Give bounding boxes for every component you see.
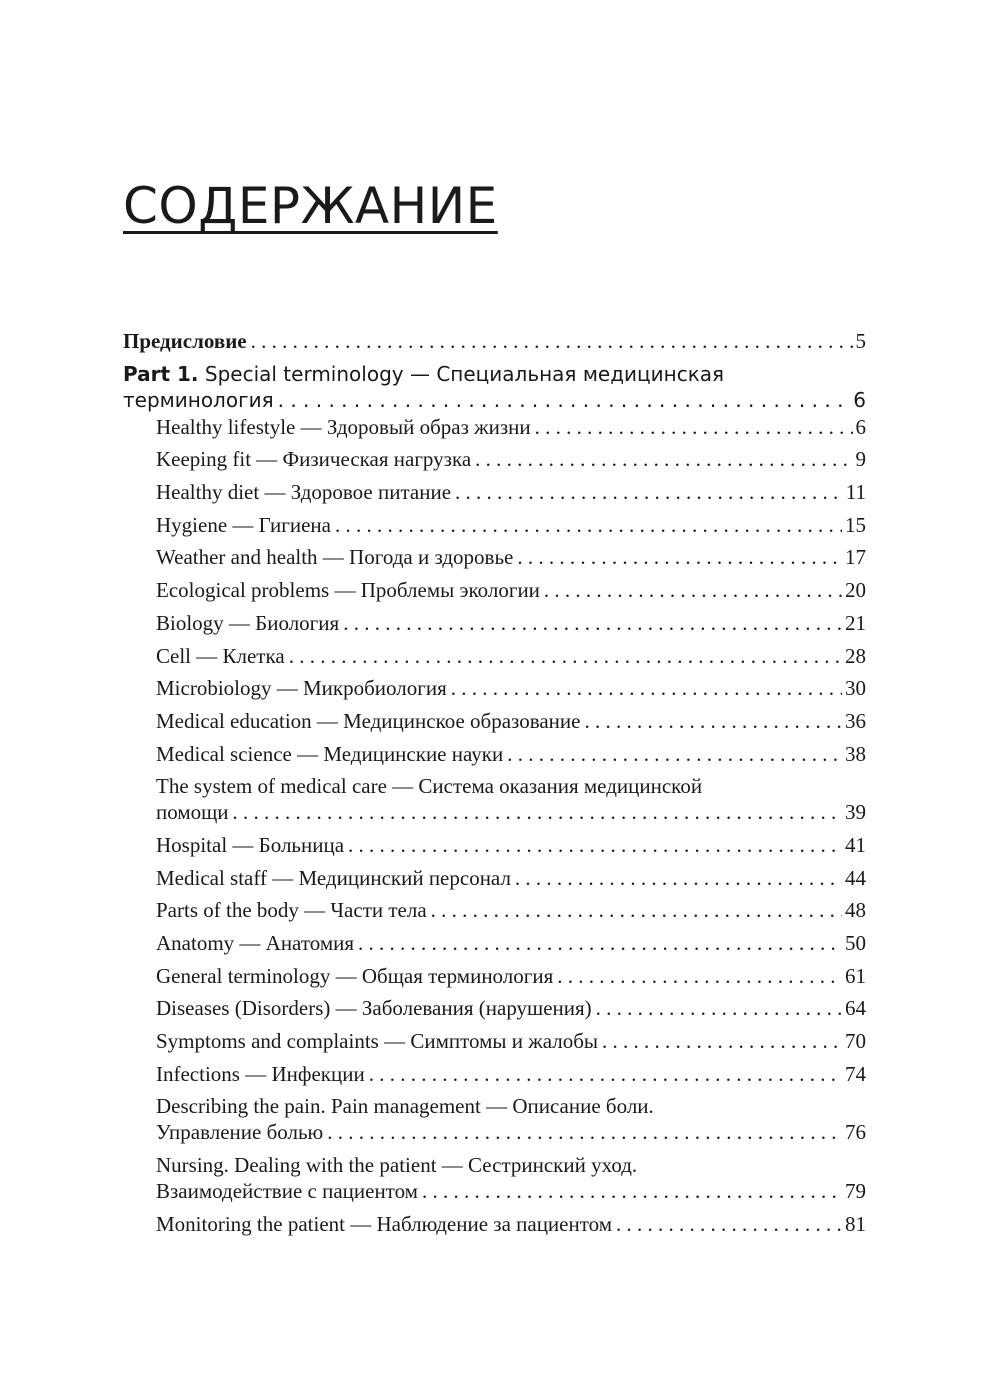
toc-entry[interactable]: [123, 675, 866, 701]
toc-entry-page: 6: [853, 387, 866, 412]
toc-entry[interactable]: [123, 930, 866, 956]
dot-leader: [557, 963, 842, 989]
toc-entry[interactable]: [123, 1028, 866, 1054]
toc-entry[interactable]: [123, 832, 866, 858]
toc-entry[interactable]: [123, 741, 866, 767]
dot-leader: [233, 799, 842, 825]
toc-entry-label: Weather and health — Погода и здоровье: [156, 545, 514, 570]
dot-leader: [616, 1211, 842, 1237]
dot-leader: [278, 387, 851, 413]
dot-leader: [327, 1119, 842, 1145]
toc-entry-label-continued: терминология: [123, 387, 274, 412]
dot-leader: [475, 446, 852, 472]
toc-entry-label: Healthy lifestyle — Здоровый образ жизни: [156, 414, 531, 439]
toc-entry-label: Diseases (Disorders) — Заболевания (нарушения): [156, 996, 592, 1021]
toc-entry-page: 28: [845, 643, 866, 668]
toc-entry-label: Medical science — Медицинские науки: [156, 741, 504, 766]
dot-leader: [602, 1028, 842, 1054]
toc-entry-page: 50: [845, 931, 866, 955]
dot-leader: [596, 995, 842, 1021]
toc-entry-label: Hospital — Больница: [156, 832, 345, 857]
toc-entry-page: 21: [845, 610, 866, 635]
dot-leader: [335, 512, 842, 538]
toc-entry-label: Symptoms and complaints — Симптомы и жалобы: [156, 1029, 599, 1054]
dot-leader: [455, 479, 843, 505]
table-of-contents: [123, 328, 866, 1244]
toc-entry-page: 20: [845, 578, 866, 603]
toc-entry[interactable]: [123, 1061, 866, 1087]
dot-leader: [544, 577, 842, 603]
dot-leader: [517, 544, 842, 570]
dot-leader: [289, 643, 842, 669]
toc-entry[interactable]: [123, 643, 866, 669]
toc-entry-page: 41: [845, 832, 866, 857]
toc-entry[interactable]: [123, 963, 866, 989]
toc-entry[interactable]: [123, 577, 866, 603]
part-number: Part 1.: [123, 361, 199, 386]
toc-entry-label: Medical staff — Медицинский персонал: [156, 865, 511, 890]
toc-entry-page: 11: [845, 480, 866, 505]
toc-entry[interactable]: [123, 610, 866, 636]
toc-entry[interactable]: [123, 865, 866, 891]
dot-leader: [348, 832, 842, 858]
toc-entry-label: Describing the pain. Pain management — Описание боли.: [156, 1094, 654, 1119]
toc-entry[interactable]: [123, 512, 866, 538]
toc-entry[interactable]: [123, 995, 866, 1021]
toc-entry-label-continued: Взаимодействие с пациентом: [156, 1179, 418, 1204]
toc-entry-label: Biology — Биология: [156, 610, 340, 635]
dot-leader: [584, 708, 842, 734]
toc-entry-page: 30: [845, 676, 866, 701]
dot-leader: [507, 741, 842, 767]
toc-entry-label: Infections — Инфекции: [156, 1061, 365, 1086]
toc-entry-label: Anatomy — Анатомия: [156, 931, 355, 955]
dot-leader: [515, 865, 842, 891]
dot-leader: [358, 930, 842, 956]
toc-entry-page: 15: [845, 512, 866, 537]
toc-entry-label-continued: Управление болью: [156, 1120, 324, 1145]
toc-entry-page: 44: [845, 865, 866, 890]
toc-entry[interactable]: [123, 544, 866, 570]
toc-entry-label: The system of medical care — Система оказания медицинской: [156, 774, 703, 799]
toc-entry[interactable]: [123, 446, 866, 472]
toc-entry-page: 5: [855, 329, 866, 353]
toc-entry-page: 17: [845, 545, 866, 570]
toc-entry-label: General terminology — Общая терминология: [156, 963, 554, 988]
toc-entry-page: 9: [855, 447, 866, 472]
toc-entry[interactable]: [123, 1211, 866, 1237]
toc-entry-page: 39: [845, 800, 866, 825]
toc-entry[interactable]: [123, 1093, 866, 1145]
page-title: СОДЕРЖАНИЕ: [123, 177, 498, 235]
toc-entry-page: 48: [845, 898, 866, 923]
toc-entry[interactable]: [123, 897, 866, 923]
toc-entry-label: Ecological problems — Проблемы экологии: [156, 578, 540, 603]
dot-leader: [431, 897, 842, 923]
toc-entry-label: Monitoring the patient — Наблюдение за пациентом: [156, 1211, 613, 1236]
toc-entry-page: 76: [845, 1120, 866, 1145]
dot-leader: [369, 1061, 842, 1087]
toc-entry-page: 70: [845, 1029, 866, 1054]
toc-entry-label: Special terminology — Специальная медицинская: [204, 361, 725, 386]
toc-entry-page: 61: [845, 963, 866, 988]
toc-entry-page: 38: [845, 741, 866, 766]
toc-entry[interactable]: [123, 479, 866, 505]
toc-entry-page: 81: [845, 1211, 866, 1236]
dot-leader: [535, 414, 853, 440]
dot-leader: [422, 1178, 842, 1204]
toc-entry[interactable]: [123, 414, 866, 440]
dot-leader: [251, 328, 853, 354]
dot-leader: [343, 610, 842, 636]
toc-entry-label: Keeping fit — Физическая нагрузка: [156, 447, 472, 472]
dot-leader: [451, 675, 842, 701]
toc-entry-page: 79: [845, 1179, 866, 1204]
toc-entry-label: Предисловие: [123, 329, 247, 353]
toc-entry-preface[interactable]: [123, 328, 866, 354]
toc-entry-label: Microbiology — Микробиология: [156, 676, 447, 701]
toc-entry[interactable]: [123, 1152, 866, 1204]
toc-entry-page: 64: [845, 996, 866, 1021]
toc-entry-label: Healthy diet — Здоровое питание: [156, 480, 452, 505]
toc-entry[interactable]: [123, 773, 866, 825]
toc-entry-label-continued: помощи: [156, 800, 229, 825]
toc-entry-label: Parts of the body — Части тела: [156, 898, 427, 923]
toc-entry-label: Cell — Клетка: [156, 643, 285, 668]
toc-entry-page: 74: [845, 1061, 866, 1086]
toc-entry-part-1[interactable]: [123, 361, 866, 413]
toc-entry-page: 36: [845, 708, 866, 733]
toc-entry-label: Medical education — Медицинское образование: [156, 708, 581, 733]
toc-entry-label: Nursing. Dealing with the patient — Сестринский уход.: [156, 1153, 638, 1178]
toc-entry-label: Hygiene — Гигиена: [156, 512, 331, 537]
toc-entry[interactable]: [123, 708, 866, 734]
toc-entry-page: 6: [855, 414, 866, 439]
